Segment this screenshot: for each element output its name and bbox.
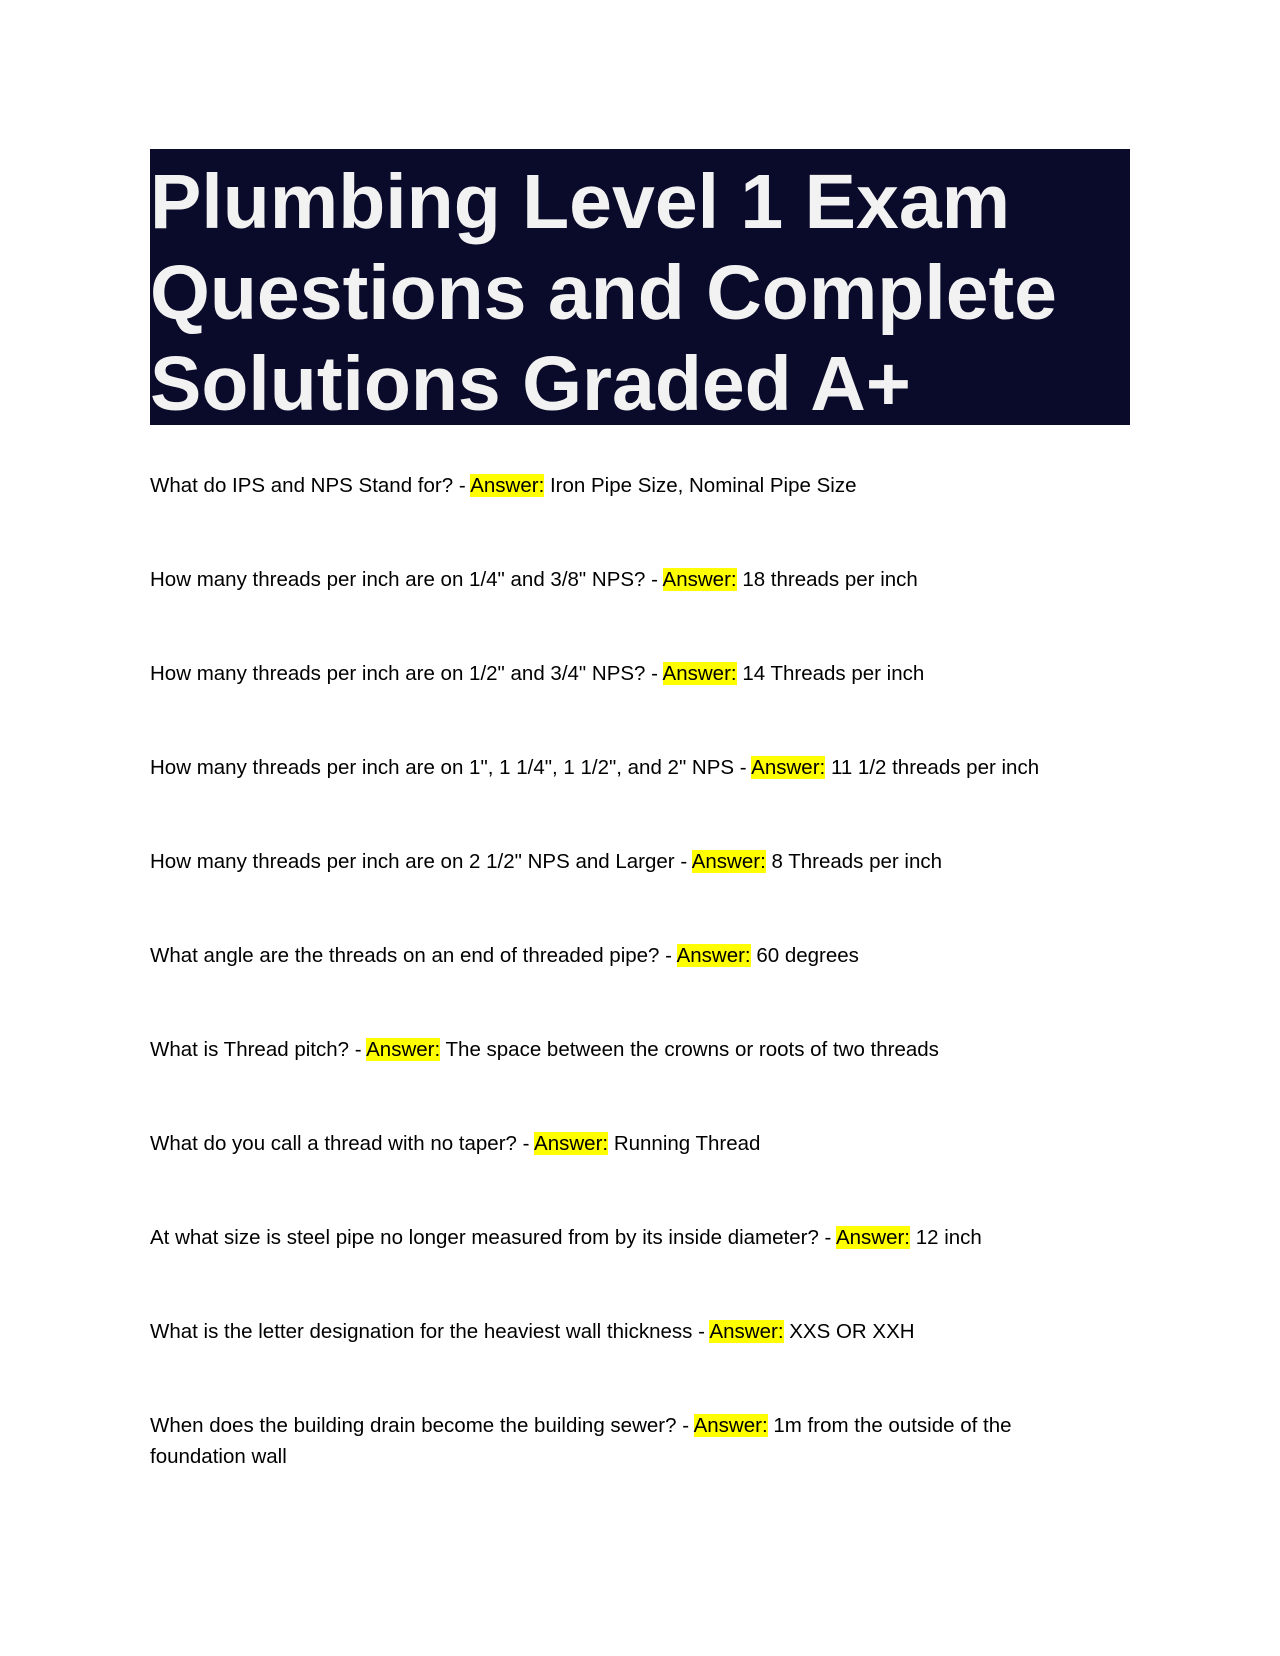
answer-label: Answer:	[662, 568, 737, 591]
answer-label: Answer:	[709, 1320, 784, 1343]
qa-item	[150, 1128, 1110, 1222]
question-text: When does the building drain become the building sewer?	[150, 1414, 677, 1437]
qa-item	[150, 846, 1110, 940]
qa-item	[150, 1034, 1110, 1128]
question-text: What is Thread pitch?	[150, 1038, 350, 1061]
separator: -	[516, 1132, 535, 1155]
answer-text: Iron Pipe Size, Nominal Pipe Size	[549, 474, 857, 497]
answer-text: XXS OR XXH	[789, 1320, 915, 1343]
separator: -	[818, 1226, 836, 1249]
question-text: What do IPS and NPS Stand for?	[150, 474, 454, 497]
document-title: Plumbing Level 1 Exam Questions and Complete Solutions Graded A+	[150, 159, 1058, 427]
qa-item	[150, 940, 1110, 1034]
question-text: What do you call a thread with no taper?	[150, 1132, 517, 1155]
question-text: What angle are the threads on an end of threaded pipe?	[150, 944, 660, 967]
answer-label: Answer:	[693, 1414, 768, 1437]
answer-text: The space between the crowns or roots of two threads	[445, 1038, 939, 1061]
separator: -	[349, 1038, 367, 1061]
question-text: What is the letter designation for the heaviest wall thickness	[150, 1320, 693, 1343]
answer-text: Running Thread	[613, 1132, 761, 1155]
qa-list	[150, 470, 1110, 1472]
answer-label: Answer:	[835, 1226, 911, 1249]
separator: -	[676, 1414, 694, 1437]
answer-text: 8 Threads per inch	[771, 850, 943, 873]
qa-item	[150, 1410, 1110, 1472]
question-text: How many threads per inch are on 2 1/2" NPS and Larger	[150, 850, 675, 873]
answer-label: Answer:	[470, 474, 545, 497]
qa-item	[150, 1316, 1110, 1410]
question-text: How many threads per inch are on 1", 1 1/4", 1 1/2", and 2" NPS	[150, 756, 735, 779]
answer-text: 1m from the outside of the foundation wall	[150, 1414, 1012, 1468]
separator: -	[659, 944, 677, 967]
question-text: At what size is steel pipe no longer measured from by its inside diameter?	[150, 1226, 819, 1249]
answer-label: Answer:	[676, 944, 751, 967]
separator: -	[692, 1320, 710, 1343]
answer-text: 18 threads per inch	[742, 568, 918, 591]
separator: -	[645, 568, 663, 591]
answer-text: 12 inch	[915, 1226, 982, 1249]
answer-label: Answer:	[751, 756, 826, 779]
separator: -	[645, 662, 663, 685]
answer-label: Answer:	[534, 1132, 609, 1155]
separator: -	[734, 756, 752, 779]
question-text: How many threads per inch are on 1/4" and 3/8" NPS?	[150, 568, 646, 591]
separator: -	[453, 474, 471, 497]
qa-item	[150, 564, 1110, 658]
title-banner	[150, 149, 1130, 425]
qa-item	[150, 1222, 1110, 1316]
qa-item	[150, 470, 1110, 564]
separator: -	[674, 850, 692, 873]
answer-text: 60 degrees	[756, 944, 859, 967]
answer-text: 14 Threads per inch	[742, 662, 925, 685]
qa-item	[150, 658, 1110, 752]
qa-item	[150, 752, 1110, 846]
answer-label: Answer:	[366, 1038, 441, 1061]
answer-label: Answer:	[691, 850, 766, 873]
question-text: How many threads per inch are on 1/2" and 3/4" NPS?	[150, 662, 646, 685]
answer-text: 11 1/2 threads per inch	[830, 756, 1040, 779]
answer-label: Answer:	[662, 662, 737, 685]
